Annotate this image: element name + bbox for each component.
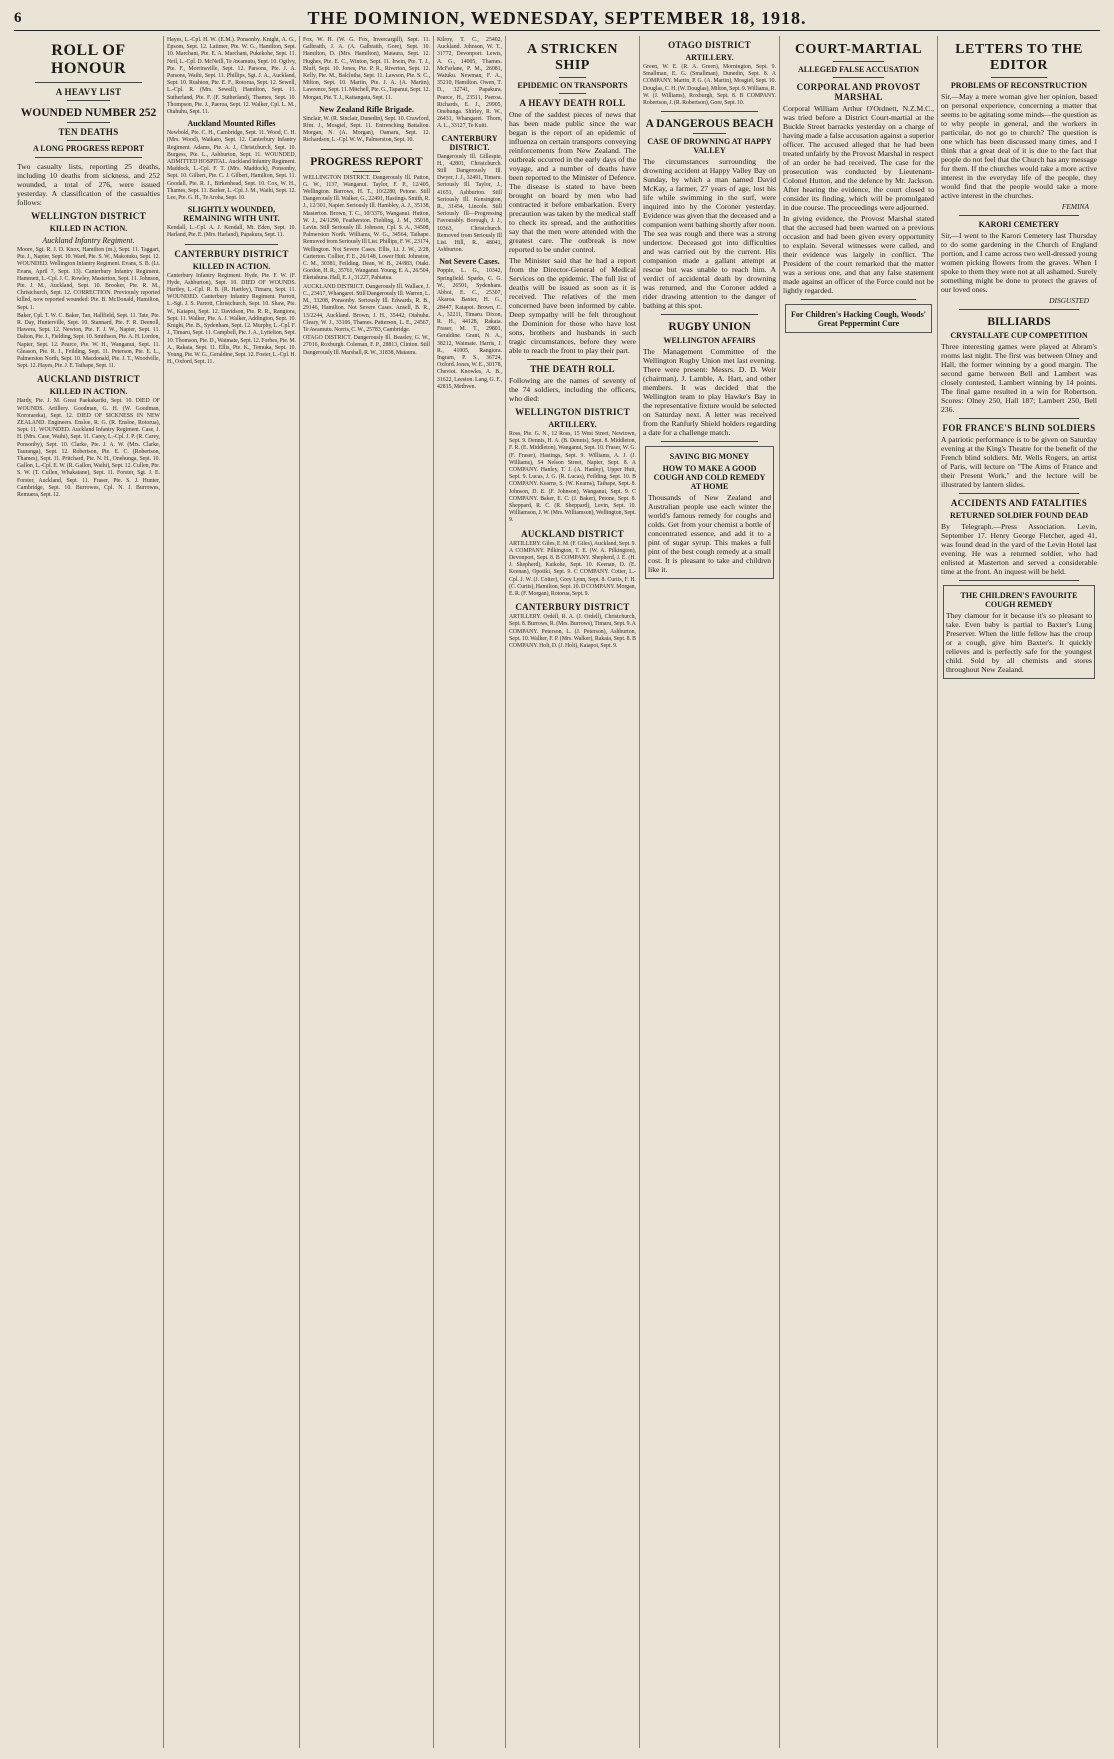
divider [67, 140, 110, 141]
regiment-heading: Auckland Mounted Rifles [187, 119, 276, 129]
advert-text: For Children's Hacking Cough, Woods' Great Peppermint Cure [791, 310, 926, 328]
column-otago-beach-rugby [640, 36, 780, 1748]
divider [35, 157, 142, 158]
roll-of-honour-headline: ROLL OF HONOUR [51, 42, 126, 77]
letter-signature: DISGUSTED [1049, 296, 1089, 305]
casualty-list: Hayes, L.-Cpl. H. W. (E.M.). Ponsonby. Knight, A. G., Epsom, Sept. 12. Latimer, Pte. W. G., Hamilton, Sept. 10. Marchant, Pte. E. A. Marchant, Pukekohe, Sept. 11. Neil, L.-Cpl. D. McNeill, Te Awamutu, Sept. 10. Ogilvy, Pte. F., Morrinsville, Sept. 12. Parsons, Pte. J. A. Parsons, Waihi, Sept. 11. Phillips, Sgt. J. A., Auckland, Sept. 10. Rushton, Pte. E. F., Rotorua, Sept. 12. Sewell, L.-Cpl. R. (Mrs. Sewell), Hamilton, Sept. 11. Sutherland, Pte. F. (F. Sutherland), Thames, Sept. 10. Thompson, Pte. J., Paeroa, Sept. 12. Walker, Cpl. L. M., Otahuhu, Sept. 11. [167, 37, 296, 116]
advert-heading: SAVING BIG MONEY [669, 452, 750, 462]
baxters-advert [943, 585, 1095, 679]
court-martial-headline: COURT-MARTIAL [794, 42, 923, 57]
progress-list: Dangerously Ill. Gillespie, H., 42801, Christchurch. Still Dangerously Ill. Dwyer, J. J., 32491, Timaru. Seriously Ill. Taylor, J., 41651, Ashburton. Still Seriously Ill. Kensington, R., 31454, Lincoln. Still Seriously Ill—Progressing Favourably. Borough, J. J., 10363, Christchurch. Removed from Seriously Ill List. Hill, R., 48041, Ashburton. [437, 153, 502, 254]
soldier-found-dead-subhead: RETURNED SOLDIER FOUND DEAD [949, 511, 1088, 520]
divider [527, 359, 618, 360]
divider [661, 111, 758, 112]
article-paragraph: The Management Committee of the Wellington Rugby Union met last evening. There were present: Messrs. D. D. Weir (chairman), J. Lamble, A. Hart, and other members. It was decided that the Wellington team to play Hawke's Bay in the representative fixture would be selected on Saturday next. A letter was received from the Ranfurly Shield holders regarding a date for a challenge match. [643, 347, 776, 438]
divider [321, 149, 412, 150]
letter-text: Sir,—May a mere woman give her opinion, based on personal experience, concerning a matter that seems to be agitating some minds—the question as to why people in general, and the workers in particular, do not go to church? The question is one which has been discussed many times, and I think that a great deal of it is due to the fact that people do not feel that the Church has any message for them. If the churches would take a more active interest in the everyday life of the people, they would find that the people would take a more active interest in the churches. [941, 92, 1097, 200]
divider [35, 82, 142, 83]
article-paragraph: Three interesting games were played at Abram's rooms last night. The first was between Olney and Hall, the former winning by a good margin. The second game between Bell and Lambert was closely contested, Lambert winning by 14 points. The final game resulted in a win for Robertson. Scores: Olney 250, Hall 187; Lambert 250, Bell 236. [941, 342, 1097, 414]
ten-deaths-subhead: TEN DEATHS [58, 127, 119, 137]
article-paragraph: By Telegraph.—Press Association. Levin, September 17. Henry George Fletcher, aged 41, was found dead in the yard of the Levin Hotel last evening. He was a returned soldier, who had enlisted at Masterton and served a considerable time at the front. An inquest will be held. [941, 522, 1097, 576]
advert-text: Thousands of New Zealand and Australian people use each winter the world's famous remedy for coughs and colds. Get from your chemist a bottle of concentrated essence, and add it to a pint of sugar syrup. This makes a full pint of the best cough remedy at a small cost. It is pleasant to take and children like it. [648, 493, 771, 575]
divider [185, 244, 278, 245]
accidents-headline: ACCIDENTS AND FATALITIES [950, 498, 1088, 508]
article-paragraph: The Minister said that he had a report from the Director-General of Medical Services on the epidemic. The full list of deaths will be issued as soon as it is received. The relatives of the men concerned have been informed by cable. Deep sympathy will be felt throughout the Dominion for those who have lost sons, brothers and husbands in such tragic circumstances, before they were able to reach the front to play their part. [509, 256, 636, 355]
column-casualties-2 [164, 36, 300, 1748]
cough-remedy-advert [645, 446, 774, 579]
divider [67, 122, 110, 123]
divider [661, 441, 758, 442]
column-letters [938, 36, 1100, 1748]
letters-headline: LETTERS TO THE EDITOR [955, 42, 1083, 73]
death-roll-intro: Following are the names of seventy of the 74 soldiers, including the officers, who died: [509, 376, 636, 403]
regiment-heading: New Zealand Rifle Brigade. [319, 104, 414, 114]
masthead [14, 6, 1100, 31]
article-paragraph: The circumstances surrounding the drowning accident at Happy Valley Bay on Sunday, by which a man named David McKay, a farmer, 27 years of age, lost his life while swimming in the surf, were inquired into by the Coroner yesterday. Evidence was given that the deceased and a companion went bathing shortly after noon. The sea was rough and there was a strong undertow. Deceased got into difficulties and was carried out by the current. His companion made a gallant attempt at rescue but was unable to reach him. A verdict of accidental death by drowning was returned, and the Coroner added a rider drawing attention to the danger of bathing at this spot. [643, 157, 776, 311]
columns [14, 36, 1100, 1748]
death-list: Ross, Pte. G. N., 12 Ross, 15 West Street, Newtown, Sept. 9. Dennis, H. A. (B. Dennis), Sept. 8. Middleton, F. R. (E. Middleton), Wanganui, Sept. 10. Fraser, W. G. (F. Fraser), Hastings, Sept. 9. Williams, A. J. (J. Williams), 54 Nelson Street, Napier, Sept. 8. A COMPANY. Hanley, T. J. (A. Hanley), Upper Hutt, Sept. 9. Lucas, J. G. (R. Lucas), Feilding, Sept. 10. B COMPANY. Kearns, S. (W. Kearns), Taihape, Sept. 8. Johnson, D. E. (F. Johnson), Wanganui, Sept. 9. C COMPANY. Baker, E. C. (J. Baker), Petone, Sept. 8. Sheppard, R. C. (R. Sheppard), Levin, Sept. 10. Williamson, J. W. (Mrs. Williamson), Wellington, Sept. 9. [509, 431, 636, 524]
rugby-union-headline: RUGBY UNION [668, 321, 751, 334]
advert-heading: THE CHILDREN'S FAVOURITE COUGH REMEDY [960, 591, 1078, 609]
death-list: ARTILLERY. Giles, E. M. (F. Giles), Auckland, Sept. 9. A COMPANY. Pilkington, T. E. (W. A. Pilkington), Devonport, Sept. 8. B COMPANY. Shepherd, J. E. (H. J. Shepherd), Kaikohe, Sept. 10. Keenan, D. (E. Keenan), Opotiki, Sept. 9. C COMPANY. Cotter, L.-Cpl. J. W. (J. Cotter), Grey Lynn, Sept. 8. Curtis, F. H. (C. Curtis), Hamilton, Sept. 10. D COMPANY. Morgan, E. R. (F. Morgan), Rotorua, Sept. 9. [509, 540, 636, 598]
progress-report-subhead: A LONG PROGRESS REPORT [32, 144, 145, 153]
death-roll-heading: THE DEATH ROLL [530, 364, 615, 374]
section-heading: Not Severe Cases. [439, 257, 500, 267]
divider [67, 100, 110, 101]
column-court-martial [780, 36, 938, 1748]
advert-subheading: HOW TO MAKE A GOOD COUGH AND COLD REMEDY AT HOME [653, 464, 766, 492]
drowning-subhead: CASE OF DROWNING AT HAPPY VALLEY [647, 137, 772, 156]
death-roll-subhead: A HEAVY DEATH ROLL [519, 98, 626, 108]
peppermint-cure-advert [785, 304, 932, 333]
divider [959, 215, 1079, 216]
newspaper-title: THE DOMINION, WEDNESDAY, SEPTEMBER 18, 1918. [307, 7, 807, 28]
district-heading: WELLINGTON DISTRICT [31, 211, 146, 221]
cup-competition-subhead: CRYSTALLATE CUP COMPETITION [950, 331, 1088, 340]
wounded-number-subhead: WOUNDED NUMBER 252 [20, 107, 157, 119]
article-paragraph: One of the saddest pieces of news that has been made public since the war began is the report of an epidemic of influenza on certain transports conveying reinforcements from New Zealand. The outbreak occurred in the early days of the voyage, and a number of deaths have been reported to the Minister of Defence. The disease is stated to have been brought on board by men who had contracted it before embarkation. Every precaution was taken by the medical staff to check its spread, and the authorities say that the men were attended with the greatest care. The outbreak is now reported to be under control. [509, 110, 636, 254]
blind-soldiers-headline: FOR FRANCE'S BLIND SOLDIERS [942, 423, 1096, 433]
column-roll-of-honour [14, 36, 164, 1748]
casualty-list: Newbold, Pte. C. H., Cambridge, Sept. 11. Wood, C. H. (Mrs. Wood), Waikato, Sept. 12. Canterbury Infantry Regiment. Adams, Pte. A. J., Christchurch, Sept. 10. Burgess, Pte. L., Ashburton, Sept. 11. WOUNDED, ADMITTED HOSPITAL. Auckland Infantry Regiment. Maddock, L.-Cpl. F. T. (Mrs. Maddock), Ponsonby, Sept. 10. Gilbert, Pte. C. J. Gilbert, Hamilton, Sept. 11. Goodall, Pte. R. J., Birkenhead, Sept. 10. Cox, W. H., Thames, Sept. 11. Barker, L.-Cpl. J. M., Waihi, Sept. 12. Lee, Pte. G. H., Te Aroha, Sept. 10. [167, 130, 296, 202]
progress-list: Poppie, L. G., 10342, Springfield. Sparks, C. G. W., 26501, Sydenham. Abbot, E. C., 25307, Akaroa. Baxter, H. G., 28447, Kaiapoi. Brown, C. A., 32211, Timaru. Dixon, R. H., 44128, Rakaia. Fraser, M. T., 29801, Geraldine. Grant, N. A., 38212, Waimate. Harris, J. R., 41005, Rangiora. Ingram, P. S., 36724, Oxford. Jones, W. E., 30178, Cheviot. Knowles, A. B., 31622, Leeston. Lang, G. F., 42815, Methven. [437, 268, 502, 390]
casualty-list: Baker, Cpl. T. W. C. Baker, Tan, Hallfield, Sept. 11. Tate, Pte. R. Day, Hunterville, Sept. 10. Stannard, Pte. F. R. Deenoll, Hawera, Sept. 12. Newton, Pte. F. J. W., Napier, Sept. 11. Dalton, Pte. J., Fielding, Sept. 10. Smithson, Pte. A. H. Lordon, Napier, Sept. 12. Pearce, Pte. W. H., Wanganui, Sept. 11. Gleason, Pte. R. J., Feilding, Sept. 11. Peterson, Pte. E. L., Palmerston North, Sept. 10. Macdonald, Pte. J. T., Woodville, Sept. 12. Hayes, Pte. J. E. Taihape, Sept. 11. [17, 312, 160, 370]
death-list: Green, W. E. (R. A. Green), Mornington, Sept. 9. Smallman, E. G. (Smallman), Dunedin, Sept. 8. A COMPANY. Martin, P. G. (A. Martin), Mosgiel, Sept. 10. Douglas, C. H. (W. Douglas), Milton, Sept. 9. Williams, R. W. (J. Williams), Roxburgh, Sept. 8. B COMPANY. Robertson, J. (R. Robertson), Gore, Sept. 10. [643, 64, 776, 107]
article-paragraph: In giving evidence, the Provost Marshal stated that the accused had been warned on a previous occasion and had been given every opportunity to explain. Several witnesses were called, and their evidence was largely in conflict. The President of the court remarked that the matter was a serious one, and that any false statement made against an officer of the Force could not be lightly regarded. [783, 214, 934, 295]
billiards-headline: BILLIARDS [987, 316, 1051, 328]
divider [959, 309, 1079, 310]
district-heading: CANTERBURY DISTRICT [174, 248, 289, 259]
casualty-intro: Two casualty lists, reporting 25 deaths, including 10 deaths from sickness, and 252 wounded, a total of 276, were issued yesterday. A classification of the casualties follows: [17, 162, 160, 207]
progress-report-headline: PROGRESS REPORT [310, 155, 423, 168]
cemetery-subhead: KARORI CEMETERY [978, 220, 1060, 229]
progress-list: OTAGO DISTRICT. Dangerously Ill. Beasley, G. W., 27016, Roxburgh. Coleman, F. P., 28813, Clinton. Still Dangerously Ill. Marshall, R. W., 31838, Mataura. [303, 335, 430, 356]
progress-list: Kilroy, T. C., 25402, Auckland. Johnson, W. T., 31772, Devonport. Lewis, A. G., 14005, Thames. McFarlane, P. M., 26081, Waiuku. Newman, F. A., 35210, Hamilton. Owen, T. D., 32741, Papakura. Pearce, H., 23511, Paeroa. Richards, E. J., 29905, Onehunga. Shirley, R. W., 26431, Whangarei. Thorn, A. L., 33127, Te Kuiti. [437, 37, 502, 130]
divider [959, 418, 1079, 419]
divider [693, 133, 726, 134]
divider [991, 77, 1047, 78]
death-list: ARTILLERY. Ordell, R. A. (J. Ordell), Christchurch, Sept. 8. Burrows, R. (Mrs. Burrows), Timaru, Sept. 9. A COMPANY. Peterson, L. (J. Peterson), Ashburton, Sept. 10. Walker, F. P. (Mrs. Walker), Rakaia, Sept. 8. B COMPANY. Holt, D. (J. Holt), Kaiapoi, Sept. 9. [509, 614, 636, 650]
heavy-list-subhead: A HEAVY LIST [55, 87, 122, 97]
section-heading: KILLED IN ACTION. [49, 224, 128, 233]
article-paragraph: A patriotic performance is to be given on Saturday evening at the King's Theatre for the benefit of the French blind soldiers. Mr. Wells Rogers, an artist of Paris, will lecture on "The Aims of France and their Present Work," and the lecture will be illustrated by lantern slides. [941, 435, 1097, 489]
district-heading: OTAGO DISTRICT [668, 40, 751, 50]
letter-text: Sir,—I went to the Karori Cemetery last Thursday to do some gardening in the Church of England portion, and I came across two well-dressed young women picking flowers from the graves. When I spoke to them they were not at all ashamed. Surely something might be done to protect the graves of our loved ones. [941, 231, 1097, 294]
advert-text: They clamour for it because it's so pleasant to take. Even baby is partial to Baxter's Lung Preserver. When the little fellow has the croup or a cough, give him Baxter's. It quickly relieves and is perfectly safe for the youngest child. Sold by all chemists and stores throughout New Zealand. [946, 611, 1092, 674]
column-progress-report [300, 36, 434, 1748]
column-progress-continued [434, 36, 506, 1748]
column-stricken-ship [506, 36, 640, 1748]
letter-signature: FEMINA [1061, 202, 1089, 211]
progress-list: WELLINGTON DISTRICT. Dangerously Ill. Patton, G. W., 1137, Wanganui. Taylor, F. P., 12/405, Wellington. Barrows, H. T., 10/2280, Petone. Still Dangerously Ill. Walker, G., 22491, Hastings. Smith, R. J., 12/301, Napier. Seriously Ill. Hambley, A. J., 35138, Masterton. Brown, T. C., 10/3376, Wanganui. Hutton, W. J., 24/1290, Featherston. Fielding, J. M., 35018, Levin. Still Seriously Ill. Johnson, Cpl. S. A., 34508, Palmerston North. Williams, W. G., 34564, Taihape. Removed from Seriously Ill List. Phillips, F. W., 23174, Wellington. Not Severe Cases. Ellis, Lt. J. W., 2/28, Carterton. Collier, F. E., 26/148, Lower Hutt. Johnston, C. M., 30381, Feilding. Dean, W. B., 24/883, Otaki. Gordon, H. R., 35761, Wanganui. Young, E. A., 26/504, Eketahuna. Hall, E. J., 31227, Pahiatua. [303, 174, 430, 282]
section-heading: KILLED IN ACTION. [192, 261, 271, 271]
dangerous-beach-headline: A DANGEROUS BEACH [645, 118, 774, 131]
wellington-affairs-subhead: WELLINGTON AFFAIRS [663, 336, 756, 346]
divider [353, 171, 380, 172]
district-heading: AUCKLAND DISTRICT [521, 528, 624, 539]
divider [833, 77, 884, 78]
casualty-list: Moore, Sgt. R. J. D. Knox, Hamilton (m.), Sept. 11. Taggart, Pte. J., Napier, Sept. 10. Ward, Pte. S. W., Makotuku, Sept. 12. WOUNDED. Wellington Infantry Regiment. Evans, S. B. (Lt. Evans, April 7, Sept. 13). Canterbury Infantry Regiment. Hammett, L.-Cpl. J. C. Rowley, Masterton, Sept. 11. Johnson, Pte. J. M., Auckland, Sept. 10. Brooker, Pte. R. M., Christchurch, Sept. 12. CORRECTION. Previously reported killed, now reported wounded: Pte. B. McDonald, Hamilton, Sept. 1. [17, 247, 160, 311]
reconstruction-subhead: PROBLEMS OF RECONSTRUCTION [950, 81, 1088, 90]
casualty-list: Hardy, Pte. J. M. Great Paekakariki, Sept. 10. DIED OF WOUNDS. Artillery. Goodman, G. H. (W. Goodman, Kororareka), Sept. 12. DIED OF SICKNESS IN NEW ZEALAND. Engineers. Ensloe, R. G. (R. Ensloe, Rotorua), Sept. 11. WOUNDED. Auckland Infantry Regiment. Case, J. H. (Mrs. Case, Waihi), Sept. 11. Carey, L.-Cpl. J. P. (R. Carey, Ponsonby), Sept. 10. Clarke, Pte. J. A. W. (Mrs. Clarke, Tauranga), Sept. 12. Robertson, Pte. E. C. (Robertson, Thames), Sept. 11. Pritchard, Pte. N. H., Onehunga, Sept. 10. Gallon, L.-Cpl. E. W. (R. Gallon, Waihi), Sept. 12. Cullen, Pte. S. W. (T. Cullen, Whakatane), Sept. 11. Forster, Sgt. J. E. Forster, Auckland, Sept. 11. Fraser, Pte. S. J. Hunter, Cambridge, Sept. 10. Burrowes, Cpl. N. J. Burrowes, Remuera, Sept. 12. [17, 398, 160, 499]
divider [959, 580, 1079, 581]
section-heading: KILLED IN ACTION. [49, 387, 128, 397]
district-heading: AUCKLAND DISTRICT [37, 374, 140, 385]
corporal-subhead: CORPORAL AND PROVOST MARSHAL [796, 82, 921, 102]
divider [833, 61, 884, 62]
district-heading: CANTERBURY DISTRICT [515, 602, 630, 613]
progress-list: AUCKLAND DISTRICT. Dangerously Ill. Wallace, J. C., 23417, Whangarei. Still Dangerously Ill. Warren, L. M., 33208, Ponsonby. Seriously Ill. Edwards, R. B., 29146, Hamilton. Not Severe Cases. Ansell, B. R., 13/2244, Auckland. Brown, J. H., 35442, Otahuhu. Cleary, W. J., 33106, Thames. Patterson, L. E., 24567, Te Awamutu. Norris, C. W., 25783, Cambridge. [303, 283, 430, 333]
district-heading: WELLINGTON DISTRICT [515, 407, 630, 417]
epidemic-subhead: EPIDEMIC ON TRANSPORTS [517, 81, 628, 90]
casualty-list: Fox, W. H. (W. G. Fox, Invercargill), Sept. 11. Galbraith, J. A. (A. Galbraith, Gore), Sept. 10. Hamilton, D. (Mrs. Hamilton), Mataura, Sept. 12. Hughes, Pte. E. C., Winton, Sept. 11. Irwin, Pte. T. J., Bluff, Sept. 10. Jones, Pte. P. R., Riverton, Sept. 12. Kelly, Pte. M., Balclutha, Sept. 11. Lawson, Pte. S. C., Milton, Sept. 10. Martin, Pte. J. A. (A. Martin), Lawrence, Sept. 11. Mitchell, Pte. G., Tapanui, Sept. 12. Morgan, Pte. T. J., Kaitangata, Sept. 11. [303, 37, 430, 101]
section-heading: ARTILLERY. [685, 53, 734, 62]
stricken-ship-headline: A STRICKEN SHIP [527, 42, 618, 73]
casualty-list: Kendall, L.-Cpl. A. J. Kendall, Mt. Eden, Sept. 10. Harland, Pte. E. (Mrs. Harland), Papakura, Sept. 11. [167, 225, 296, 239]
divider [801, 299, 916, 300]
false-accusation-subhead: ALLEGED FALSE ACCUSATION [797, 65, 920, 74]
divider [661, 314, 758, 315]
section-heading: ARTILLERY. [548, 420, 597, 429]
divider [559, 77, 586, 78]
district-heading: CANTERBURY DISTRICT. [441, 133, 498, 152]
casualty-list: Sinclair, W. (R. Sinclair, Dunedin), Sept. 10. Crawford, Rfm. J., Mosgiel, Sept. 11. Entrenching Battalion. Morgan, N. (A. Morgan), Oamaru, Sept. 12. Richardson, L.-Cpl. W. W., Palmerston, Sept. 10. [303, 115, 430, 144]
article-paragraph: Corporal William Arthur O'Ordnett, N.Z.M.C., was tried before a District Court-martial at the Buckle Street barracks yesterday on a charge of having made a false accusation against a superior officer. The accused alleged that he had been treated unfairly by the Provost Marshal in respect of an order he had received. The case for the prosecution was conducted by Lieutenant-Colonel Hutton, and the defence by Mr. Jackson. After hearing the evidence, the court closed to consider its finding, which will be promulgated in due course. The proceedings were adjourned. [783, 104, 934, 212]
divider [559, 93, 586, 94]
divider [959, 493, 1079, 494]
section-heading: SLIGHTLY WOUNDED, REMAINING WITH UNIT. [183, 205, 280, 224]
regiment-heading: Auckland Infantry Regiment. [42, 236, 135, 245]
page-number: 6 [14, 9, 22, 26]
casualty-list: Canterbury Infantry Regiment. Hyde, Pte. F. W. (F. Hyde, Ashburton), Sept. 10. DIED OF WOUNDS. Hartley, L.-Cpl. R. B. (R. Hartley), Timaru, Sept. 11. WOUNDED. Canterbury Infantry Regiment. Parrott, L.-Sgt. J. S. Parrott, Christchurch, Sept. 10. Shaw, Pte. W., Kaiapoi, Sept. 12. Davidson, Pte. R. R., Rangiora, Sept. 11. Walker, Pte. A. J. Walker, Addington, Sept. 10. Knight, Pte. B., Sydenham, Sept. 12. Murphy, L.-Cpl. F. J., Timaru, Sept. 11. Campbell, Pte. J. A., Lyttelton, Sept. 10. Thomson, Pte. D., Waimate, Sept. 12. Forbes, Pte. M. A., Rakaia, Sept. 11. Ellis, Pte. K., Temuka, Sept. 10. Young, Pte. W. G., Geraldine, Sept. 12. Foster, L.-Cpl. H. H., Oxford, Sept. 11. [167, 272, 296, 366]
